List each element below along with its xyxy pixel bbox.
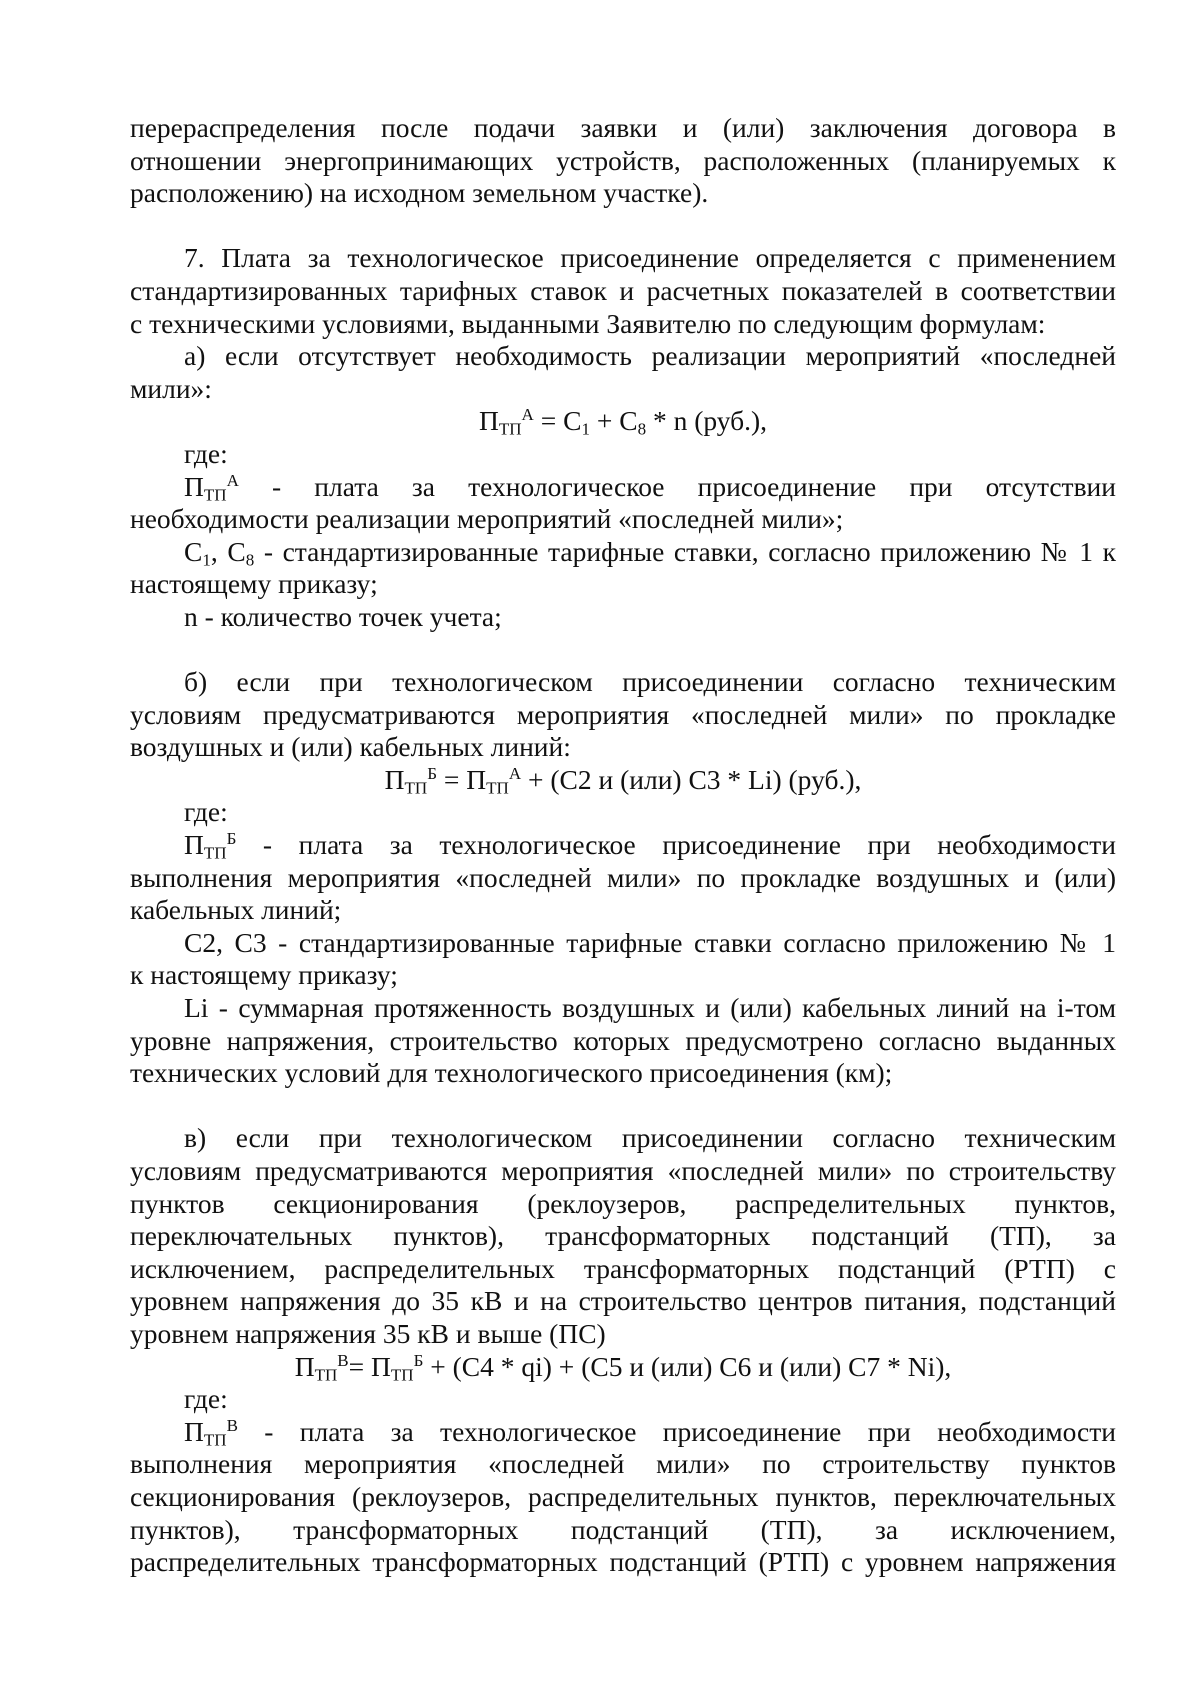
- definition-text: - плата за технологическое присоединение при необходимости: [237, 1415, 1116, 1447]
- formula-superscript: Б: [427, 763, 437, 783]
- definition-line: [130, 1416, 1116, 1449]
- formula-symbol: П: [294, 1350, 315, 1382]
- where-label: где:: [184, 437, 228, 469]
- definition-line: выполнения мероприятия «последней мили» по прокладке воздушных и (или): [130, 861, 1116, 893]
- formula-b: [130, 764, 1116, 797]
- definition-line: к настоящему приказу;: [130, 959, 398, 991]
- section7-line: с техническими условиями, выданными Заявителю по следующим формулам:: [130, 307, 1046, 339]
- rate-symbol: , С: [210, 535, 246, 567]
- formula-text: = П: [348, 1350, 391, 1382]
- definition-line: уровне напряжения, строительство которых предусмотрено согласно выданных: [130, 1024, 1116, 1056]
- section7-line: 7. Плата за технологическое присоединение определяется с применением: [184, 242, 1116, 274]
- formula-text: + (С4 * qi) + (С5 и (или) С6 и (или) С7 * Ni),: [423, 1350, 952, 1382]
- formula-subscript: ТП: [390, 1364, 414, 1384]
- formula-subscript: 1: [581, 419, 590, 439]
- formula-text: + С: [589, 405, 638, 437]
- formula-subscript: ТП: [404, 778, 428, 798]
- formula-v: [130, 1351, 1116, 1384]
- case-a-line: мили»:: [130, 372, 212, 404]
- where-label: где:: [184, 796, 228, 828]
- definition-line: необходимости реализации мероприятий «последней мили»;: [130, 503, 844, 535]
- formula-subscript: ТП: [486, 778, 509, 798]
- intro-line: расположению) на исходном земельном участке).: [130, 177, 709, 209]
- definition-line: кабельных линий;: [130, 894, 342, 926]
- formula-symbol: П: [184, 1415, 204, 1447]
- formula-text: + (С2 и (или) С3 * Li) (руб.),: [521, 763, 862, 795]
- formula-superscript: В: [226, 1415, 238, 1435]
- case-a-line: а) если отсутствует необходимость реализации мероприятий «последней: [184, 340, 1116, 372]
- case-b-line: условиям предусматриваются мероприятия «последней мили» по прокладке: [130, 698, 1116, 730]
- case-v-line: условиям предусматриваются мероприятия «последней мили» по строительству: [130, 1155, 1116, 1186]
- formula-superscript: В: [337, 1350, 349, 1370]
- document-page: [130, 112, 1116, 1579]
- definition-line: настоящему приказу;: [130, 568, 378, 600]
- definition-text: - стандартизированные тарифные ставки, согласно приложению № 1 к: [254, 535, 1117, 567]
- where-label: где:: [184, 1383, 228, 1415]
- case-v-line: в) если при технологическом присоединении согласно техническим: [184, 1122, 1116, 1154]
- formula-symbol: П: [184, 829, 204, 861]
- spacer: [130, 634, 1116, 667]
- formula-subscript: ТП: [203, 484, 227, 504]
- formula-subscript: ТП: [203, 843, 227, 863]
- definition-line: секционирования (реклоузеров, распределительных пунктов, переключательных: [130, 1480, 1116, 1512]
- definition-line: С2, С3 - стандартизированные тарифные ставки согласно приложению № 1: [184, 926, 1116, 958]
- case-v-line: переключательных пунктов), трансформаторных подстанций (ТП), за: [130, 1220, 1116, 1252]
- section7-line: стандартизированных тарифных ставок и расчетных показателей в соответствии: [130, 274, 1116, 306]
- case-b-line: б) если при технологическом присоединении согласно техническим: [184, 666, 1116, 698]
- formula-superscript: Б: [226, 828, 237, 848]
- definition-text: - плата за технологическое присоединение при отсутствии: [238, 470, 1116, 502]
- formula-text: = С: [533, 405, 582, 437]
- formula-superscript: А: [521, 405, 534, 425]
- definition-line: распределительных трансформаторных подстанций (РТП) с уровнем напряжения: [130, 1546, 1116, 1578]
- case-v-line: уровнем напряжения до 35 кВ и на строительство центров питания, подстанций: [130, 1285, 1116, 1317]
- definition-line: [130, 471, 1116, 504]
- case-v-line: уровнем напряжения 35 кВ и выше (ПС): [130, 1317, 606, 1349]
- formula-text: = П: [437, 763, 487, 795]
- definition-line: [130, 829, 1116, 862]
- case-v-line: исключением, распределительных трансформаторных подстанций (РТП) с: [130, 1252, 1116, 1284]
- formula-subscript: ТП: [314, 1364, 338, 1384]
- formula-symbol: П: [184, 470, 204, 502]
- definition-line: Li - суммарная протяженность воздушных и (или) кабельных линий на i-том: [184, 992, 1116, 1024]
- formula-symbol: П: [478, 405, 499, 437]
- definition-line: выполнения мероприятия «последней мили» по строительству пунктов: [130, 1448, 1116, 1480]
- formula-text: * n (руб.),: [646, 405, 768, 437]
- intro-line: перераспределения после подачи заявки и (или) заключения договора в: [130, 112, 1116, 143]
- spacer: [130, 1090, 1116, 1123]
- spacer: [130, 210, 1116, 243]
- formula-superscript: А: [508, 763, 522, 783]
- case-b-line: воздушных и (или) кабельных линий:: [130, 731, 571, 763]
- formula-subscript: ТП: [203, 1430, 227, 1449]
- definition-line: [130, 536, 1116, 569]
- formula-a: [130, 405, 1116, 438]
- formula-superscript: Б: [413, 1350, 424, 1370]
- intro-line: отношении энергопринимающих устройств, расположенных (планируемых к: [130, 144, 1116, 176]
- definition-line: технических условий для технологического присоединения (км);: [130, 1057, 893, 1089]
- definition-line: пунктов), трансформаторных подстанций (ТП), за исключением,: [130, 1513, 1116, 1545]
- rate-symbol: С: [184, 535, 203, 567]
- formula-subscript: ТП: [498, 419, 522, 439]
- formula-subscript: 8: [637, 419, 647, 439]
- formula-subscript: 1: [202, 549, 211, 569]
- formula-superscript: А: [226, 470, 239, 490]
- case-v-line: пунктов секционирования (реклоузеров, распределительных пунктов,: [130, 1187, 1116, 1219]
- definition-text: - плата за технологическое присоединение при необходимости: [236, 829, 1116, 861]
- formula-symbol: П: [384, 763, 405, 795]
- definition-line: n - количество точек учета;: [184, 600, 502, 632]
- formula-subscript: 8: [245, 549, 255, 569]
